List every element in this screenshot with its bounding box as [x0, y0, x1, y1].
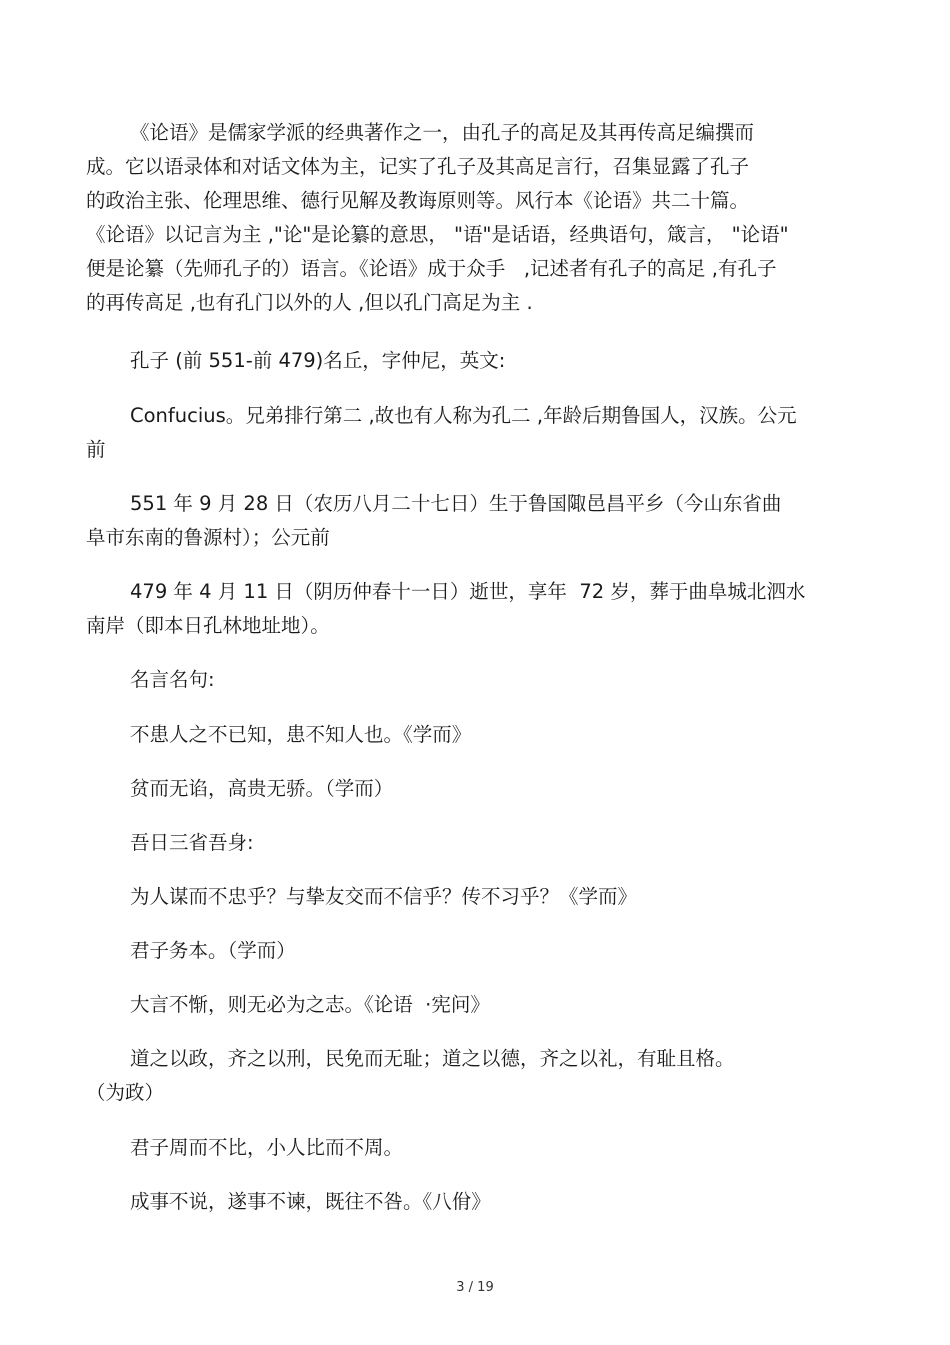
- text-line: 君子周而不比，小人比而不周。: [130, 1136, 404, 1159]
- text-line: 《论语》是儒家学派的经典著作之一，由孔子的高足及其再传高足编撰而: [130, 121, 755, 144]
- quote-item: [86, 772, 876, 806]
- page-number: 3 / 19: [456, 1280, 494, 1295]
- heading-famous-quotes: [86, 663, 876, 697]
- text-line: 551 年 9 月 28 日（农历八月二十七日）生于鲁国陬邑昌平乡（今山东省曲: [130, 492, 782, 515]
- quote-item: [86, 988, 876, 1022]
- quote-item: [86, 934, 876, 968]
- text-line: 为人谋而不忠乎？与挚友交而不信乎？传不习乎？《学而》: [130, 885, 638, 908]
- text-line: 不患人之不已知，患不知人也。《学而》: [130, 723, 472, 746]
- quote-item: [86, 718, 876, 752]
- paragraph-birth: [86, 487, 876, 555]
- text-line: 阜市东南的鲁源村）；公元前: [86, 526, 330, 549]
- text-line: 成。它以语录体和对话文体为主，记实了孔子及其高足言行，召集显露了孔子: [86, 155, 750, 178]
- paragraph-confucius-name: [86, 344, 876, 378]
- text-line: 吾日三省吾身:: [130, 831, 254, 854]
- text-line: 《论语》以记言为主 ,"论"是论纂的意思， "语"是话语，经典语句，箴言， "论语": [86, 223, 789, 246]
- paragraph-intro: [86, 116, 876, 320]
- text-line: 的政治主张、伦理思维、德行见解及教诲原则等。风行本《论语》共二十篇。: [86, 189, 750, 212]
- paragraph-death: [86, 575, 876, 643]
- text-line: 道之以政，齐之以刑，民免而无耻；道之以德，齐之以礼，有耻且格。: [130, 1047, 735, 1070]
- text-line: Confucius。兄弟排行第二 ,故也有人称为孔二 ,年龄后期鲁国人，汉族。公元: [130, 404, 797, 427]
- quote-item: [86, 1131, 876, 1165]
- paragraph-confucius-english: [86, 399, 876, 467]
- text-line: 的再传高足 ,也有孔门以外的人 ,但以孔门高足为主 .: [86, 291, 533, 314]
- text-line: 前: [86, 438, 106, 461]
- quote-item: [86, 1185, 876, 1219]
- text-line: 大言不惭，则无必为之志。《论语 ·宪问》: [130, 993, 490, 1016]
- text-line: 成事不说，遂事不谏，既往不咎。《八佾》: [130, 1190, 491, 1213]
- text-line: 南岸（即本日孔林地址地）。: [86, 614, 330, 637]
- text-line: 479 年 4 月 11 日（阴历仲春十一日）逝世，享年 72 岁，葬于曲阜城北泗水: [130, 580, 806, 603]
- quote-item: [86, 826, 876, 860]
- text-line: 贫而无谄，高贵无骄。（学而）: [130, 777, 394, 800]
- text-line: 孔子 (前 551-前 479)名丘，字仲尼，英文:: [130, 349, 506, 372]
- text-line: （为政）: [86, 1081, 165, 1104]
- quote-item: [86, 1042, 876, 1110]
- text-line: 君子务本。（学而）: [130, 939, 296, 962]
- quote-item: [86, 880, 876, 914]
- text-line: 便是论纂（先师孔子的）语言。《论语》成于众手 ,记述者有孔子的高足 ,有孔子: [86, 257, 777, 280]
- text-line: 名言名句:: [130, 668, 215, 691]
